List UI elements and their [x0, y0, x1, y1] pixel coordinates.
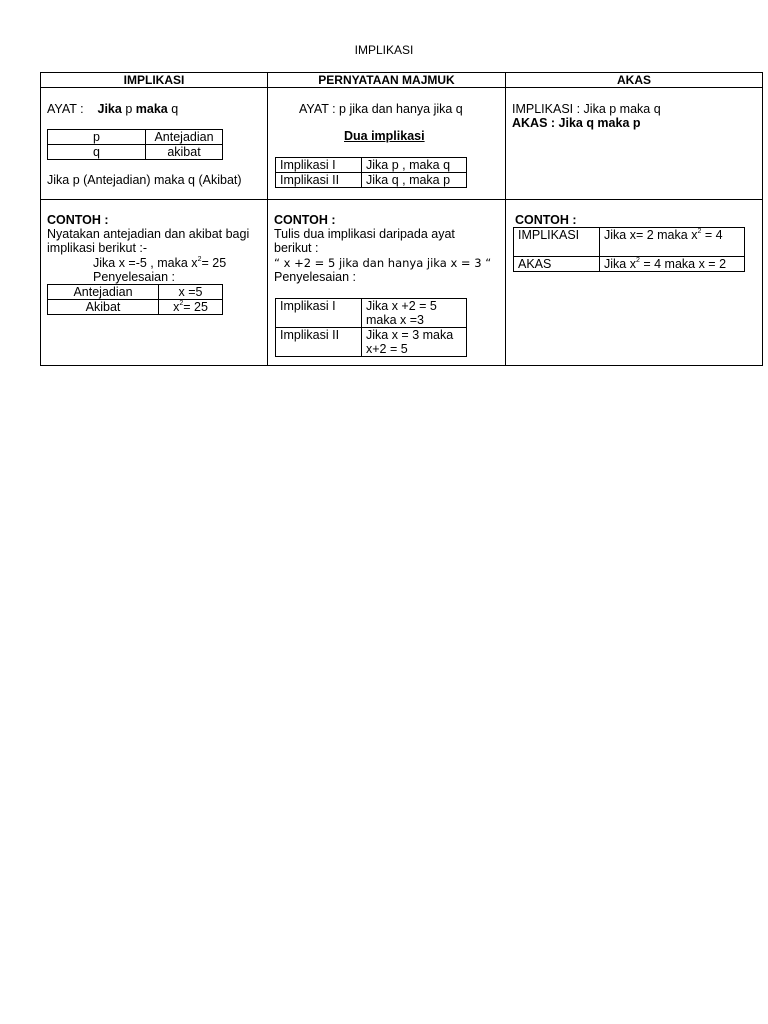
- table-cell: x =5: [159, 285, 223, 300]
- implikasi-note: Jika p (Antejadian) maka q (Akibat): [47, 173, 242, 187]
- header-pernyataan-majmuk: PERNYATAAN MAJMUK: [268, 73, 506, 88]
- penyelesaian-label: Penyelesaian :: [274, 270, 357, 284]
- akas-line: AKAS : Jika q maka p: [512, 116, 641, 130]
- table-cell: Implikasi II: [276, 173, 362, 188]
- contoh-instruction-line1: Tulis dua implikasi daripada ayat: [274, 227, 455, 241]
- table-cell: Implikasi II: [276, 328, 362, 357]
- table-row: [276, 173, 467, 188]
- table-cell: Jika x = 3 maka x+2 = 5: [362, 328, 467, 357]
- table-row: [276, 328, 467, 357]
- table-cell: IMPLIKASI: [514, 228, 600, 257]
- table-cell: Antejadian: [48, 285, 159, 300]
- contoh-instruction-line1: Nyatakan antejadian dan akibat bagi: [47, 227, 250, 241]
- table-cell: AKAS: [514, 257, 600, 272]
- contoh-label: CONTOH :: [515, 213, 577, 227]
- table-cell: Antejadian: [146, 130, 223, 145]
- pernyataan-majmuk-definition-cell: [268, 88, 506, 200]
- antejadian-akibat-table: [47, 284, 223, 315]
- table-cell: Jika x= 2 maka $x^2 = 4$: [600, 228, 745, 257]
- implikasi-summary-table: [40, 72, 763, 366]
- pq-table: [47, 129, 223, 160]
- table-row: [48, 285, 223, 300]
- table-cell: Implikasi I: [276, 158, 362, 173]
- contoh-instruction-line2: implikasi berikut :-: [47, 241, 148, 255]
- implikasi-example-cell: [41, 200, 268, 366]
- table-cell: $x^2= 25$: [159, 300, 223, 315]
- header-akas: AKAS: [506, 73, 763, 88]
- akas-definition-cell: [506, 88, 763, 200]
- answer-implikasi-table: [275, 298, 467, 357]
- contoh-statement: Jika x =-5 , maka $x^2= 25$: [93, 256, 227, 270]
- pernyataan-majmuk-example-cell: [268, 200, 506, 366]
- table-row: [276, 158, 467, 173]
- akas-example-table: [513, 227, 745, 272]
- table-row: [48, 130, 223, 145]
- table-cell: akibat: [146, 145, 223, 160]
- table-cell: Jika $x^2 = 4$ maka x = 2: [600, 257, 745, 272]
- table-cell: Akibat: [48, 300, 159, 315]
- page-title: IMPLIKASI: [354, 43, 414, 57]
- table-row: [514, 257, 745, 272]
- table-cell: Implikasi I: [276, 299, 362, 328]
- penyelesaian-label: Penyelesaian :: [93, 270, 176, 284]
- contoh-instruction-line2: berikut :: [274, 241, 319, 255]
- table-cell: q: [48, 145, 146, 160]
- table-row: [514, 228, 745, 257]
- table-row: [48, 300, 223, 315]
- dua-implikasi-heading: Dua implikasi: [344, 129, 425, 143]
- implikasi-line: IMPLIKASI : Jika p maka q: [512, 102, 661, 116]
- contoh-label: CONTOH :: [47, 213, 109, 227]
- table-row: [48, 145, 223, 160]
- table-cell: Jika x +2 = 5 maka x =3: [362, 299, 467, 328]
- table-row: [276, 299, 467, 328]
- akas-example-cell: [506, 200, 763, 366]
- implikasi-definition-cell: [41, 88, 268, 200]
- table-cell: Jika q , maka p: [362, 173, 467, 188]
- ayat-implikasi: AYAT : Jika p maka q: [47, 102, 179, 116]
- table-cell: p: [48, 130, 146, 145]
- ayat-pernyataan: AYAT : p jika dan hanya jika q: [299, 102, 463, 116]
- contoh-label: CONTOH :: [274, 213, 336, 227]
- table-cell: Jika p , maka q: [362, 158, 467, 173]
- contoh-statement: “ x +2 = 5 jika dan hanya jika x = 3 “: [274, 256, 492, 270]
- header-implikasi: IMPLIKASI: [41, 73, 268, 88]
- dua-implikasi-table: [275, 157, 467, 188]
